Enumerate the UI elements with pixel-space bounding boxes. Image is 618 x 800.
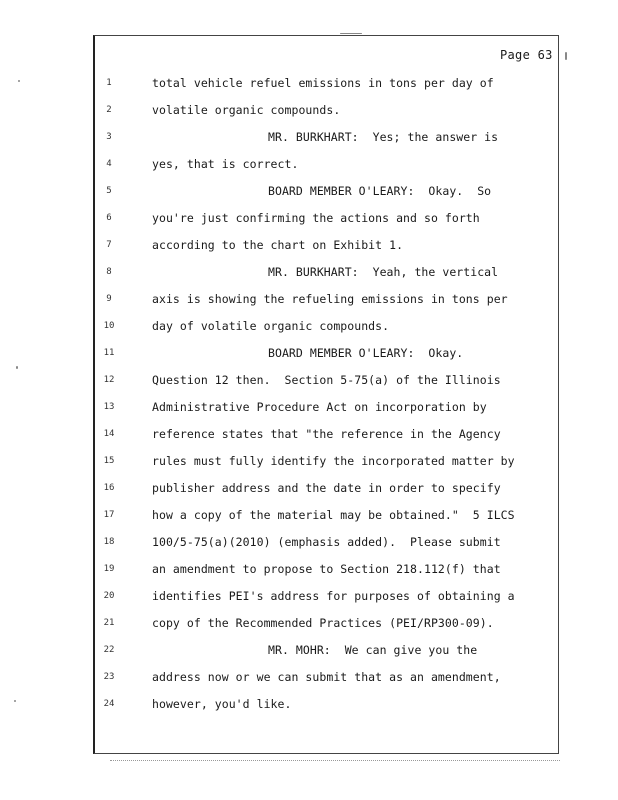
line-number: 15 xyxy=(103,456,115,466)
transcript-line xyxy=(0,481,560,497)
transcript-line xyxy=(0,562,560,578)
transcript-line xyxy=(0,643,560,659)
scan-speck xyxy=(340,33,362,34)
transcript-line xyxy=(0,211,560,227)
line-text: total vehicle refuel emissions in tons per day of xyxy=(152,76,494,90)
line-text: an amendment to propose to Section 218.112(f) that xyxy=(152,562,501,576)
line-text: axis is showing the refueling emissions in tons per xyxy=(152,292,508,306)
transcript-line xyxy=(0,319,560,335)
line-text: identifies PEI's address for purposes of obtaining a xyxy=(152,589,515,603)
transcript-line xyxy=(0,427,560,443)
bottom-margin-rule xyxy=(110,760,560,761)
line-number: 5 xyxy=(106,186,112,196)
line-text: you're just confirming the actions and so forth xyxy=(152,211,480,225)
line-number: 16 xyxy=(103,483,115,493)
line-number: 13 xyxy=(103,402,115,412)
line-text: MR. BURKHART: Yeah, the vertical xyxy=(268,265,499,279)
line-number: 8 xyxy=(106,267,112,277)
line-number: 11 xyxy=(103,348,115,358)
line-text: Administrative Procedure Act on incorporation by xyxy=(152,400,487,414)
transcript-line xyxy=(0,697,560,713)
line-number: 21 xyxy=(103,618,115,628)
line-text: BOARD MEMBER O'LEARY: Okay. xyxy=(268,346,464,360)
transcript-line xyxy=(0,616,560,632)
transcript-line xyxy=(0,589,560,605)
page-number: Page 63 xyxy=(500,48,553,62)
line-number: 12 xyxy=(103,375,115,385)
line-number: 17 xyxy=(103,510,115,520)
line-number: 2 xyxy=(106,105,112,115)
line-text: copy of the Recommended Practices (PEI/RP300-09). xyxy=(152,616,494,630)
line-text: BOARD MEMBER O'LEARY: Okay. So xyxy=(268,184,492,198)
line-text: MR. MOHR: We can give you the xyxy=(268,643,478,657)
scan-speck xyxy=(14,700,16,702)
line-number: 22 xyxy=(103,645,115,655)
line-text: 100/5-75(a)(2010) (emphasis added). Please submit xyxy=(152,535,501,549)
transcript-line xyxy=(0,508,560,524)
scan-speck xyxy=(565,52,567,60)
line-text: MR. BURKHART: Yes; the answer is xyxy=(268,130,499,144)
line-number: 7 xyxy=(106,240,112,250)
transcript-line xyxy=(0,400,560,416)
transcript-line xyxy=(0,130,560,146)
line-text: reference states that "the reference in the Agency xyxy=(152,427,501,441)
transcript-line xyxy=(0,292,560,308)
scan-speck xyxy=(16,366,18,369)
transcript-line xyxy=(0,76,560,92)
line-text: according to the chart on Exhibit 1. xyxy=(152,238,404,252)
transcript-line xyxy=(0,346,560,362)
line-number: 9 xyxy=(106,294,112,304)
transcript-line xyxy=(0,670,560,686)
line-text: rules must fully identify the incorporated matter by xyxy=(152,454,515,468)
line-text: yes, that is correct. xyxy=(152,157,299,171)
transcript-line xyxy=(0,157,560,173)
line-number: 18 xyxy=(103,537,115,547)
line-text: day of volatile organic compounds. xyxy=(152,319,390,333)
transcript-line xyxy=(0,373,560,389)
line-number: 6 xyxy=(106,213,112,223)
line-number: 10 xyxy=(103,321,115,331)
line-number: 4 xyxy=(106,159,112,169)
line-text: Question 12 then. Section 5-75(a) of the Illinois xyxy=(152,373,501,387)
line-text: volatile organic compounds. xyxy=(152,103,341,117)
transcript-line xyxy=(0,265,560,281)
scan-speck xyxy=(18,80,20,82)
line-text: however, you'd like. xyxy=(152,697,292,711)
line-text: address now or we can submit that as an amendment, xyxy=(152,670,501,684)
transcript-line xyxy=(0,103,560,119)
line-number: 23 xyxy=(103,672,115,682)
line-number: 24 xyxy=(103,699,115,709)
line-number: 3 xyxy=(106,132,112,142)
line-text: how a copy of the material may be obtained." 5 ILCS xyxy=(152,508,515,522)
transcript-line xyxy=(0,184,560,200)
line-number: 1 xyxy=(106,78,112,88)
line-text: publisher address and the date in order to specify xyxy=(152,481,501,495)
line-number: 19 xyxy=(103,564,115,574)
line-number: 14 xyxy=(103,429,115,439)
line-number: 20 xyxy=(103,591,115,601)
transcript-line xyxy=(0,238,560,254)
transcript-line xyxy=(0,535,560,551)
transcript-line xyxy=(0,454,560,470)
